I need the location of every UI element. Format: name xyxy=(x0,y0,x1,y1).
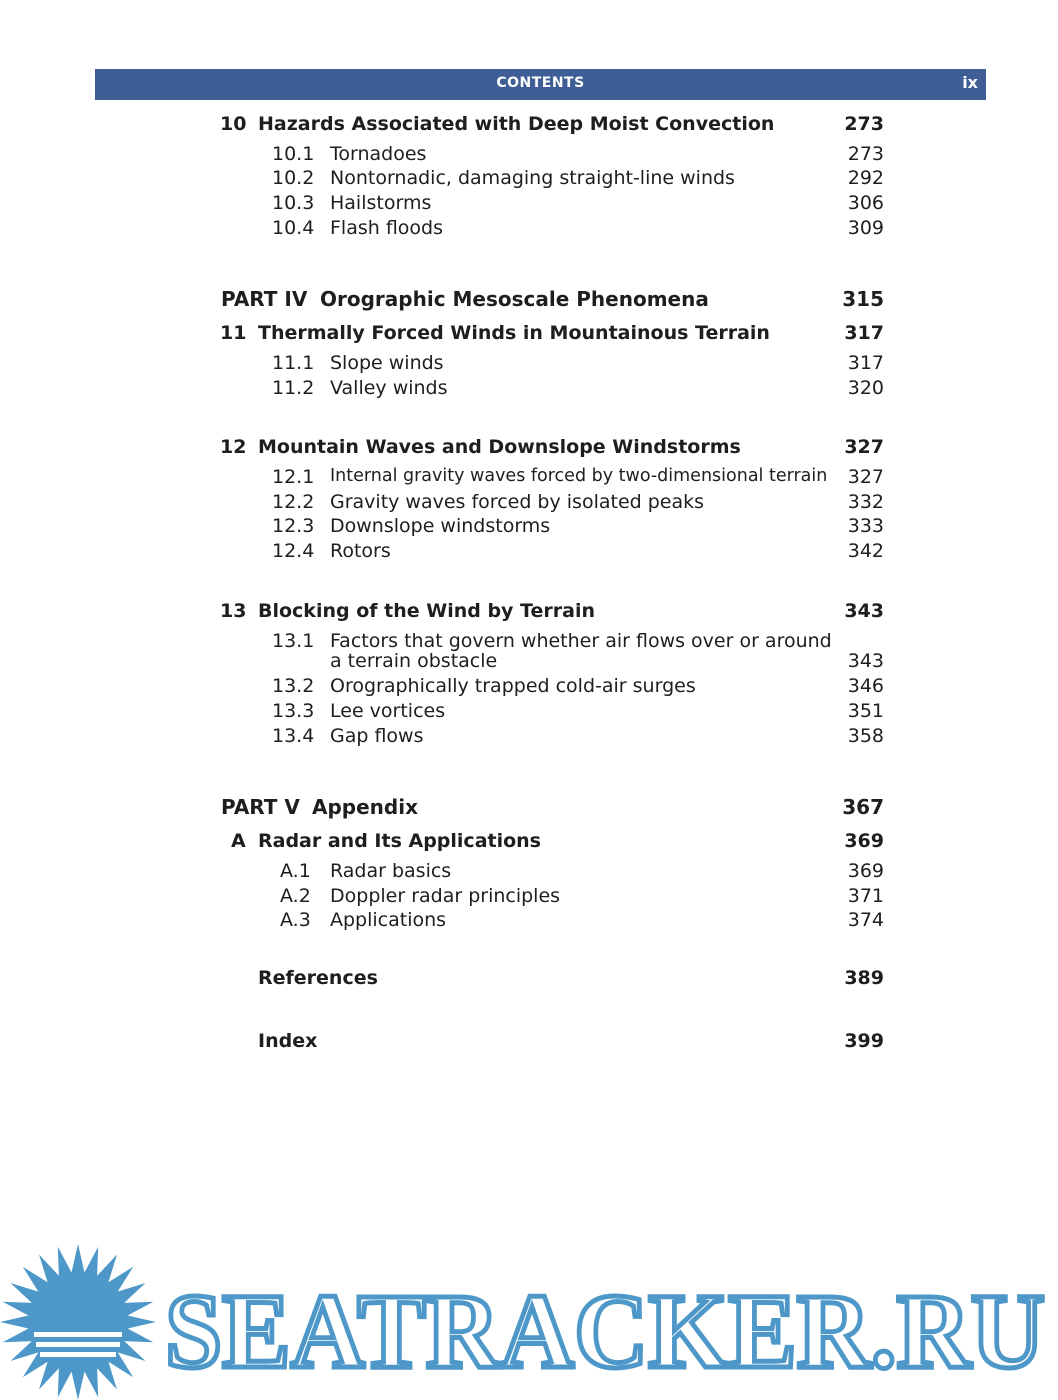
chapter-title: Blocking of the Wind by Terrain xyxy=(258,600,595,622)
sun-logo-icon xyxy=(0,1244,156,1400)
section-page: 327 xyxy=(847,466,884,488)
section-page: 309 xyxy=(847,217,884,239)
chapter-page: 273 xyxy=(844,113,884,135)
watermark xyxy=(0,1240,1058,1400)
section-number: 12.4 xyxy=(272,540,315,562)
chapter-page: 343 xyxy=(844,600,884,622)
appendix-title: Radar and Its Applications xyxy=(258,830,541,852)
section-page: 351 xyxy=(847,700,884,722)
section-page: 273 xyxy=(847,143,884,165)
part-page: 367 xyxy=(842,795,884,819)
section-number: 12.1 xyxy=(272,466,315,488)
section-number: 13.3 xyxy=(272,700,315,722)
section-title: Gap flows xyxy=(330,725,424,747)
chapter-page: 317 xyxy=(844,322,884,344)
appendix-letter: A xyxy=(231,830,246,852)
running-header xyxy=(95,69,986,100)
chapter-title: Hazards Associated with Deep Moist Convection xyxy=(258,113,775,135)
section-title: Valley winds xyxy=(330,377,448,399)
section-page: 371 xyxy=(847,885,884,907)
running-header-title: CONTENTS xyxy=(496,75,585,91)
chapter-number: 12 xyxy=(220,436,247,458)
section-title: Slope winds xyxy=(330,352,444,374)
section-title: Internal gravity waves forced by two-dimensional terrain xyxy=(330,466,828,486)
section-number: 10.4 xyxy=(272,217,315,239)
section-page: 306 xyxy=(847,192,884,214)
chapter-number: 11 xyxy=(220,322,247,344)
section-title: Orographically trapped cold-air surges xyxy=(330,675,696,697)
chapter-number: 13 xyxy=(220,600,247,622)
part-title: Orographic Mesoscale Phenomena xyxy=(320,287,709,311)
section-title: Applications xyxy=(330,909,447,931)
part-label: PART V xyxy=(221,795,300,819)
references-title: References xyxy=(258,967,378,989)
section-number: A.3 xyxy=(280,909,311,931)
section-page: 333 xyxy=(847,515,884,537)
section-number: 12.3 xyxy=(272,515,315,537)
section-page: 358 xyxy=(847,725,884,747)
section-number: A.1 xyxy=(280,860,311,882)
section-title: Doppler radar principles xyxy=(330,885,561,907)
section-page: 374 xyxy=(847,909,884,931)
section-title: Nontornadic, damaging straight-line winds xyxy=(330,167,735,189)
chapter-title: Thermally Forced Winds in Mountainous Terrain xyxy=(258,322,770,344)
part-title: Appendix xyxy=(312,795,418,819)
section-number: 11.1 xyxy=(272,352,315,374)
section-number: 13.1 xyxy=(272,630,315,652)
part-label: PART IV xyxy=(221,287,308,311)
section-number: 13.2 xyxy=(272,675,315,697)
section-page: 346 xyxy=(847,675,884,697)
section-title: Gravity waves forced by isolated peaks xyxy=(330,491,705,513)
section-title: Factors that govern whether air flows over or around xyxy=(330,630,832,652)
section-number: A.2 xyxy=(280,885,311,907)
appendix-page: 369 xyxy=(844,830,884,852)
watermark-text: SEATRACKER.RU xyxy=(165,1273,1045,1391)
section-page: 343 xyxy=(847,650,884,672)
section-page: 342 xyxy=(847,540,884,562)
index-title: Index xyxy=(258,1030,318,1052)
section-number: 11.2 xyxy=(272,377,315,399)
part-page: 315 xyxy=(842,287,884,311)
index-page: 399 xyxy=(844,1030,884,1052)
chapter-title: Mountain Waves and Downslope Windstorms xyxy=(258,436,741,458)
section-page: 292 xyxy=(847,167,884,189)
section-page: 317 xyxy=(847,352,884,374)
section-number: 10.3 xyxy=(272,192,315,214)
section-page: 369 xyxy=(847,860,884,882)
section-title: Flash floods xyxy=(330,217,444,239)
section-title: Rotors xyxy=(330,540,391,562)
section-title: Downslope windstorms xyxy=(330,515,551,537)
section-number: 13.4 xyxy=(272,725,315,747)
page-number: ix xyxy=(962,73,978,92)
section-number: 12.2 xyxy=(272,491,315,513)
section-title-continued: a terrain obstacle xyxy=(330,650,498,672)
section-page: 320 xyxy=(847,377,884,399)
references-page: 389 xyxy=(844,967,884,989)
chapter-page: 327 xyxy=(844,436,884,458)
section-number: 10.2 xyxy=(272,167,315,189)
section-title: Lee vortices xyxy=(330,700,446,722)
section-page: 332 xyxy=(847,491,884,513)
section-title: Hailstorms xyxy=(330,192,432,214)
section-title: Tornadoes xyxy=(330,143,427,165)
section-number: 10.1 xyxy=(272,143,315,165)
section-title: Radar basics xyxy=(330,860,452,882)
chapter-number: 10 xyxy=(220,113,247,135)
